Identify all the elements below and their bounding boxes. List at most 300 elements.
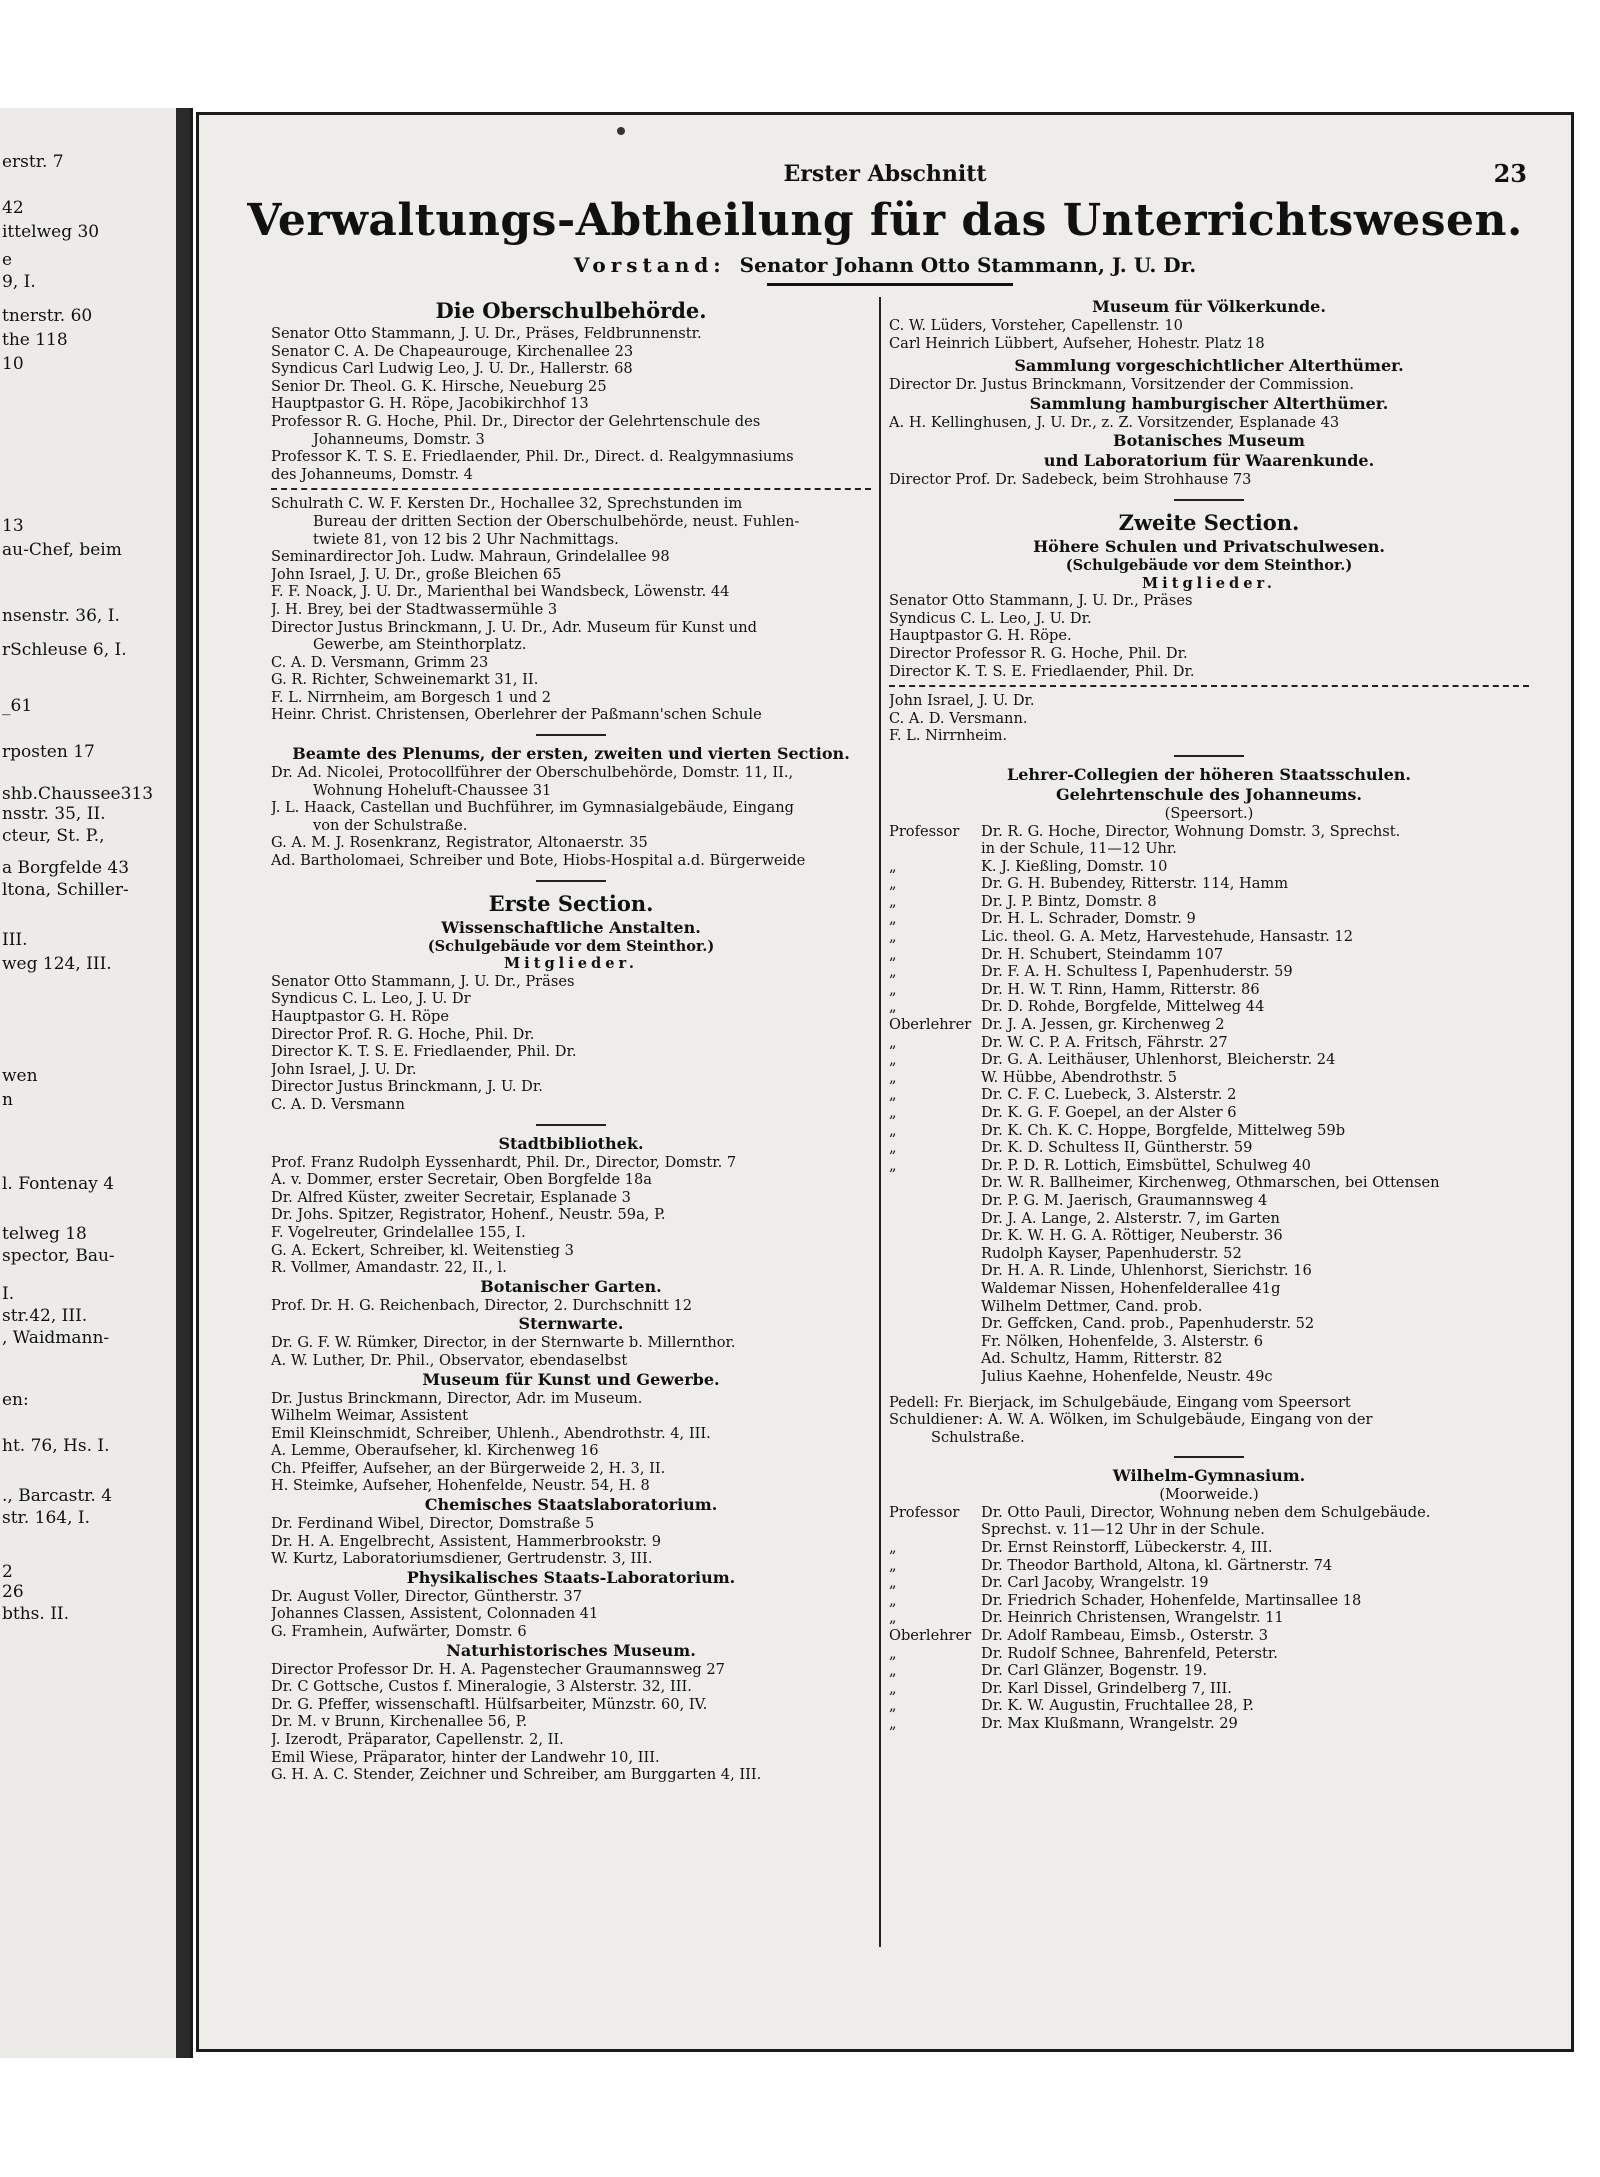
staff-entry: Dr. H. A. R. Linde, Uhlenhorst, Sierichstr. 16	[981, 1262, 1312, 1280]
entry-line: J. Izerodt, Präparator, Capellenstr. 2, II.	[271, 1731, 564, 1748]
subheading-speersort: (Speersort.)	[1164, 804, 1254, 822]
entry-line: Dr. G. F. W. Rümker, Director, in der Sternwarte b. Millernthor.	[271, 1334, 736, 1352]
botan-list	[271, 1297, 871, 1315]
staff-row	[889, 1245, 1529, 1263]
staff-entry: Dr. Geffcken, Cand. prob., Papenhuderstr. 52	[981, 1315, 1315, 1333]
previous-page-fragment: e	[2, 250, 13, 270]
beamte-list	[271, 764, 871, 870]
entry-line: Director Dr. Justus Brinckmann, Vorsitzender der Commission.	[889, 376, 1354, 394]
staff-rank: „	[889, 1697, 897, 1715]
ink-speck	[617, 127, 625, 135]
staff-entry: Dr. H. L. Schrader, Domstr. 9	[981, 910, 1196, 928]
heading-vorgeschichtlich: Sammlung vorgeschichtlicher Alterthümer.	[1014, 356, 1404, 376]
page-gutter	[176, 108, 190, 2058]
entry-line: A. v. Dommer, erster Secretair, Oben Borgfelde 18a	[271, 1171, 652, 1189]
previous-page-fragment: en:	[2, 1390, 29, 1410]
entry-line: Syndicus C. L. Leo, J. U. Dr	[271, 990, 471, 1008]
botmus-list	[889, 471, 1529, 489]
staff-entry: Waldemar Nissen, Hohenfelderallee 41g	[981, 1279, 1281, 1297]
staff-entry: Dr. K. W. Augustin, Fruchtallee 28, P.	[981, 1697, 1254, 1715]
stadtbib-list	[271, 1154, 871, 1277]
staff-rank: „	[889, 910, 897, 928]
staff-row	[889, 1504, 1529, 1522]
staff-rank: „	[889, 998, 897, 1016]
heading-sternwarte: Sternwarte.	[518, 1314, 624, 1334]
staff-entry: Rudolph Kayser, Papenhuderstr. 52	[981, 1244, 1242, 1262]
entry-line: Prof. Franz Rudolph Eyssenhardt, Phil. Dr., Director, Domstr. 7	[271, 1153, 737, 1171]
staff-entry: Dr. Friedrich Schader, Hohenfelde, Martinsallee 18	[981, 1591, 1362, 1609]
staff-row	[889, 1557, 1529, 1575]
entry-line: G. H. A. C. Stender, Zeichner und Schreiber, am Burggarten 4, III.	[271, 1766, 762, 1784]
staff-rank: „	[889, 1121, 897, 1139]
oberschul-list	[271, 325, 871, 483]
erste-members-list	[271, 973, 871, 1114]
entry-line: F. L. Nirrnheim, am Borgesch 1 und 2	[271, 688, 552, 706]
entry-line: Schuldiener: A. W. A. Wölken, im Schulgebäude, Eingang von der	[889, 1411, 1373, 1429]
entry-line: H. Steimke, Aufseher, Hohenfelde, Neustr. 54, H. 8	[271, 1477, 650, 1495]
entry-line: Hauptpastor G. H. Röpe.	[889, 627, 1072, 645]
document-page	[196, 112, 1574, 2052]
staff-rank: Oberlehrer	[889, 1016, 972, 1034]
staff-entry: Dr. W. R. Ballheimer, Kirchenweg, Othmarschen, bei Ottensen	[981, 1174, 1440, 1192]
staff-entry: Dr. W. C. P. A. Fritsch, Fährstr. 27	[981, 1033, 1228, 1051]
staff-rank: Professor	[889, 1503, 960, 1521]
staff-rank: „	[889, 1556, 897, 1574]
entry-line: Johanneums, Domstr. 3	[313, 430, 485, 448]
staff-row	[889, 1333, 1529, 1351]
entry-line: Director Professor R. G. Hoche, Phil. Dr.	[889, 644, 1188, 662]
entry-line: Pedell: Fr. Bierjack, im Schulgebäude, Eingang vom Speersort	[889, 1393, 1351, 1411]
staff-rank	[889, 1262, 981, 1280]
entry-line: Syndicus Carl Ludwig Leo, J. U. Dr., Hallerstr. 68	[271, 360, 633, 378]
staff-row	[889, 1315, 1529, 1333]
heading-zweite-section: Zweite Section.	[1118, 509, 1300, 535]
staff-rank	[889, 1350, 981, 1368]
section-rule	[1174, 755, 1244, 757]
heading-wilhelm-gymnasium: Wilhelm-Gymnasium.	[1112, 1466, 1306, 1486]
entry-line: Johannes Classen, Assistent, Colonnaden 41	[271, 1605, 599, 1623]
staff-entry: Dr. Carl Jacoby, Wrangelstr. 19	[981, 1574, 1209, 1592]
staff-entry: Fr. Nölken, Hohenfelde, 3. Alsterstr. 6	[981, 1332, 1264, 1350]
stern-list	[271, 1334, 871, 1369]
staff-entry: Dr. P. G. M. Jaerisch, Graumannsweg 4	[981, 1191, 1268, 1209]
previous-page-fragment: spector, Bau-	[2, 1246, 115, 1266]
staff-rank	[889, 1174, 981, 1192]
right-column	[889, 297, 1529, 1733]
entry-line: A. H. Kellinghusen, J. U. Dr., z. Z. Vorsitzender, Esplanade 43	[889, 413, 1340, 431]
entry-line: Hauptpastor G. H. Röpe, Jacobikirchhof 13	[271, 395, 589, 413]
staff-rank: „	[889, 1609, 897, 1627]
entry-line: C. A. D. Versmann.	[889, 709, 1028, 727]
staff-rank	[889, 1368, 981, 1386]
section-rule	[536, 1124, 606, 1126]
previous-page-fragment: str.42, III.	[2, 1306, 88, 1326]
staff-row	[889, 840, 1529, 858]
entry-line: Director Prof. Dr. Sadebeck, beim Strohhause 73	[889, 471, 1252, 489]
heading-botanisches-museum: Botanisches Museum	[1113, 431, 1305, 451]
entry-line: Dr. G. Pfeffer, wissenschaftl. Hülfsarbeiter, Münzstr. 60, IV.	[271, 1695, 708, 1713]
previous-page-fragment: shb.Chaussee313	[2, 784, 154, 804]
entry-line: Dr. Alfred Küster, zweiter Secretair, Esplanade 3	[271, 1188, 631, 1206]
entry-line: Senator Otto Stammann, J. U. Dr., Präses	[889, 592, 1193, 610]
staff-row	[889, 1662, 1529, 1680]
staff-row	[889, 1368, 1529, 1386]
staff-rank: „	[889, 928, 897, 946]
staff-rank	[889, 1315, 981, 1333]
heading-waarenkunde: und Laboratorium für Waarenkunde.	[1043, 451, 1375, 471]
staff-entry: Sprechst. v. 11—12 Uhr in der Schule.	[981, 1521, 1265, 1539]
entry-line: Senator C. A. De Chapeaurouge, Kirchenallee 23	[271, 342, 634, 360]
staff-row	[889, 1086, 1529, 1104]
vorstand-line	[199, 253, 1571, 277]
entry-line: C. W. Lüders, Vorsteher, Capellenstr. 10	[889, 317, 1183, 334]
entry-line: John Israel, J. U. Dr.	[271, 1060, 417, 1078]
previous-page-fragment: tnerstr. 60	[2, 306, 93, 326]
staff-rank: „	[889, 1662, 897, 1680]
entry-line: des Johanneums, Domstr. 4	[271, 465, 473, 483]
entry-line: A. Lemme, Oberaufseher, kl. Kirchenweg 16	[271, 1442, 599, 1460]
entry-line: R. Vollmer, Amandastr. 22, II., l.	[271, 1259, 507, 1277]
staff-row	[889, 1227, 1529, 1245]
staff-entry: Dr. Ernst Reinstorff, Lübeckerstr. 4, III.	[981, 1539, 1273, 1557]
left-column	[271, 297, 871, 1784]
natur-list	[271, 1661, 871, 1784]
staff-entry: Dr. K. Ch. K. C. Hoppe, Borgfelde, Mittelweg 59b	[981, 1121, 1346, 1139]
previous-page-fragment: III.	[2, 930, 28, 950]
staff-rank	[889, 1521, 981, 1539]
previous-page-fragment: ltona, Schiller-	[2, 880, 129, 900]
entry-line: Bureau der dritten Section der Oberschulbehörde, neust. Fuhlen-	[313, 512, 800, 530]
entry-line: Dr. August Voller, Director, Güntherstr. 37	[271, 1587, 582, 1605]
staff-entry: Dr. H. W. T. Rinn, Hamm, Ritterstr. 86	[981, 980, 1260, 998]
dashed-divider	[271, 488, 871, 490]
wilhelm-staff	[889, 1504, 1529, 1733]
staff-rank: „	[889, 980, 897, 998]
staff-rank	[889, 840, 981, 858]
staff-row	[889, 1697, 1529, 1715]
staff-rank: „	[889, 1139, 897, 1157]
previous-page-fragment: , Waidmann-	[2, 1328, 110, 1348]
entry-line: C. A. D. Versmann	[271, 1095, 405, 1113]
entry-line: Professor R. G. Hoche, Phil. Dr., Director der Gelehrtenschule des	[271, 412, 761, 430]
entry-line: John Israel, J. U. Dr.	[889, 692, 1035, 710]
staff-row	[889, 1104, 1529, 1122]
staff-row	[889, 1609, 1529, 1627]
staff-entry: Dr. Carl Glänzer, Bogenstr. 19.	[981, 1662, 1208, 1680]
staff-entry: Julius Kaehne, Hohenfelde, Neustr. 49c	[981, 1367, 1273, 1385]
vorstand-label: Vorstand:	[573, 253, 726, 277]
staff-row	[889, 1122, 1529, 1140]
staff-row	[889, 1016, 1529, 1034]
heading-physikalisches-labor: Physikalisches Staats-Laboratorium.	[406, 1567, 736, 1587]
staff-entry: Dr. C. F. C. Luebeck, 3. Alsterstr. 2	[981, 1086, 1237, 1104]
entry-line: von der Schulstraße.	[313, 816, 468, 834]
staff-entry: Ad. Schultz, Hamm, Ritterstr. 82	[981, 1350, 1223, 1368]
zweite-members-list	[889, 592, 1529, 680]
section-rule	[1174, 1456, 1244, 1458]
staff-row	[889, 858, 1529, 876]
entry-line: Schulrath C. W. F. Kersten Dr., Hochallee 32, Sprechstunden im	[271, 495, 743, 513]
pedell-list	[889, 1394, 1529, 1447]
subheading-schulgebaeude: (Schulgebäude vor dem Steinthor.)	[427, 937, 715, 955]
entry-line: Dr. Ferdinand Wibel, Director, Domstraße 5	[271, 1515, 595, 1533]
staff-row	[889, 1521, 1529, 1539]
column-separator	[879, 297, 881, 1947]
entry-line: Heinr. Christ. Christensen, Oberlehrer der Paßmann'schen Schule	[271, 706, 762, 724]
staff-entry: Dr. D. Rohde, Borgfelde, Mittelweg 44	[981, 998, 1265, 1016]
entry-line: Seminardirector Joh. Ludw. Mahraun, Grindelallee 98	[271, 548, 670, 566]
staff-row	[889, 1298, 1529, 1316]
staff-row	[889, 1157, 1529, 1175]
heading-wissenschaftliche-anstalten: Wissenschaftliche Anstalten.	[441, 917, 701, 937]
staff-entry: Dr. Adolf Rambeau, Eimsb., Osterstr. 3	[981, 1627, 1269, 1645]
staff-entry: Dr. K. D. Schultess II, Güntherstr. 59	[981, 1139, 1253, 1157]
previous-page-fragment: n	[2, 1090, 13, 1110]
dashed-divider	[889, 685, 1529, 687]
staff-entry: Dr. H. Schubert, Steindamm 107	[981, 945, 1224, 963]
vorstand-name: Senator Johann Otto Stammann, J. U. Dr.	[739, 253, 1197, 277]
entry-line: J. L. Haack, Castellan und Buchführer, im Gymnasialgebäude, Eingang	[271, 799, 794, 817]
previous-page-fragment: I.	[2, 1284, 15, 1304]
staff-row	[889, 875, 1529, 893]
heading-beamte: Beamte des Plenums, der ersten, zweiten und vierten Section.	[292, 744, 850, 764]
entry-line: Wohnung Hoheluft-Chaussee 31	[313, 781, 552, 799]
staff-entry: Dr. Heinrich Christensen, Wrangelstr. 11	[981, 1609, 1284, 1627]
staff-entry: W. Hübbe, Abendrothstr. 5	[981, 1068, 1178, 1086]
staff-rank: „	[889, 1051, 897, 1069]
entry-line: Dr. H. A. Engelbrecht, Assistent, Hammerbrookstr. 9	[271, 1532, 661, 1550]
entry-line: Dr. M. v Brunn, Kirchenallee 56, P.	[271, 1713, 528, 1731]
entry-line: Senator Otto Stammann, J. U. Dr., Präses	[271, 972, 575, 990]
heading-hoehere-schulen: Höhere Schulen und Privatschulwesen.	[1033, 536, 1385, 556]
staff-rank	[889, 1227, 981, 1245]
staff-row	[889, 981, 1529, 999]
staff-rank: „	[889, 1033, 897, 1051]
section-rule	[536, 734, 606, 736]
entry-line: Senior Dr. Theol. G. K. Hirsche, Neueburg 25	[271, 377, 607, 395]
staff-entry: Dr. Theodor Barthold, Altona, kl. Gärtnerstr. 74	[981, 1556, 1333, 1574]
staff-rank: „	[889, 1574, 897, 1592]
zweite-members-list-2	[889, 692, 1529, 745]
phys-list	[271, 1588, 871, 1641]
staff-rank	[889, 1333, 981, 1351]
previous-page-fragment: rSchleuse 6, I.	[2, 640, 127, 660]
heading-johanneum: Gelehrtenschule des Johanneums.	[1056, 784, 1362, 804]
previous-page-fragment: a Borgfelde 43	[2, 858, 130, 878]
heading-erste-section: Erste Section.	[488, 890, 654, 916]
entry-line: Director K. T. S. E. Friedlaender, Phil. Dr.	[889, 662, 1195, 680]
entry-line: Director Justus Brinckmann, J. U. Dr., Adr. Museum für Kunst und	[271, 618, 757, 636]
museum-list	[271, 1390, 871, 1496]
previous-page-fragment: the 118	[2, 330, 68, 350]
entry-line: Syndicus C. L. Leo, J. U. Dr.	[889, 609, 1092, 627]
entry-line: twiete 81, von 12 bis 2 Uhr Nachmittags.	[313, 530, 619, 548]
staff-entry: Dr. F. A. H. Schultess I, Papenhuderstr. 59	[981, 963, 1293, 981]
staff-row	[889, 1592, 1529, 1610]
staff-row	[889, 1210, 1529, 1228]
entry-line: Professor K. T. S. E. Friedlaender, Phil. Dr., Direct. d. Realgymnasiums	[271, 448, 794, 466]
staff-rank: „	[889, 1539, 897, 1557]
previous-page-fragment: _61	[2, 696, 33, 716]
staff-rank: „	[889, 1156, 897, 1174]
entry-line: Wilhelm Weimar, Assistent	[271, 1407, 469, 1425]
staff-row	[889, 1051, 1529, 1069]
staff-row	[889, 1715, 1529, 1733]
staff-rank	[889, 1245, 981, 1263]
page-title: Verwaltungs-Abtheilung für das Unterrichtswesen.	[247, 195, 1523, 246]
entry-line: Director K. T. S. E. Friedlaender, Phil. Dr.	[271, 1043, 577, 1061]
staff-row	[889, 998, 1529, 1016]
running-header: Erster Abschnitt	[783, 161, 987, 187]
staff-rank: „	[889, 1068, 897, 1086]
staff-entry: Dr. Rudolf Schnee, Bahrenfeld, Peterstr.	[981, 1644, 1278, 1662]
staff-row	[889, 1645, 1529, 1663]
staff-entry: Dr. J. A. Jessen, gr. Kirchenweg 2	[981, 1016, 1225, 1034]
staff-entry: Dr. K. G. F. Goepel, an der Alster 6	[981, 1104, 1237, 1121]
heading-museum-kunst-gewerbe: Museum für Kunst und Gewerbe.	[422, 1369, 720, 1389]
volk-list	[889, 317, 1529, 352]
staff-row	[889, 1262, 1529, 1280]
page-number: 23	[1493, 159, 1527, 188]
previous-page-fragment: 42	[2, 198, 24, 218]
entry-line: Emil Kleinschmidt, Schreiber, Uhlenh., Abendrothstr. 4, III.	[271, 1424, 711, 1442]
chem-list	[271, 1515, 871, 1568]
staff-rank: „	[889, 963, 897, 981]
staff-rank: Oberlehrer	[889, 1627, 972, 1645]
entry-line: W. Kurtz, Laboratoriumsdiener, Gertrudenstr. 3, III.	[271, 1550, 653, 1568]
previous-page-fragment: 26	[2, 1582, 24, 1602]
staff-row	[889, 1192, 1529, 1210]
staff-entry: Lic. theol. G. A. Metz, Harvestehude, Hansastr. 12	[981, 928, 1354, 946]
mitglieder-label: Mitglieder.	[504, 955, 638, 973]
subheading-schulgebaeude-2: (Schulgebäude vor dem Steinthor.)	[1065, 556, 1353, 574]
staff-row	[889, 1280, 1529, 1298]
entry-line: Dr. Justus Brinckmann, Director, Adr. im Museum.	[271, 1389, 643, 1407]
staff-entry: Dr. J. P. Bintz, Domstr. 8	[981, 892, 1157, 910]
previous-page-fragment: nsstr. 35, II.	[2, 804, 106, 824]
previous-page-fragment: bths. II.	[2, 1604, 70, 1624]
entry-line: G. Framhein, Aufwärter, Domstr. 6	[271, 1623, 527, 1641]
staff-row	[889, 1139, 1529, 1157]
staff-entry: Dr. P. D. R. Lottich, Eimsbüttel, Schulweg 40	[981, 1156, 1311, 1174]
staff-row	[889, 823, 1529, 841]
entry-line: G. R. Richter, Schweinemarkt 31, II.	[271, 671, 539, 689]
previous-page-fragment: l. Fontenay 4	[2, 1174, 115, 1194]
previous-page-fragment: ., Barcastr. 4	[2, 1486, 113, 1506]
staff-row	[889, 1069, 1529, 1087]
staff-entry: Dr. R. G. Hoche, Director, Wohnung Domstr. 3, Sprechst.	[981, 822, 1401, 840]
previous-page-fragment: au-Chef, beim	[2, 540, 122, 560]
previous-page-fragment: cteur, St. P.,	[2, 826, 105, 846]
entry-line: Gewerbe, am Steinthorplatz.	[313, 636, 527, 654]
staff-rank: Professor	[889, 822, 960, 840]
staff-rank: „	[889, 945, 897, 963]
entry-line: Ch. Pfeiffer, Aufseher, an der Bürgerweide 2, H. 3, II.	[271, 1459, 666, 1477]
heading-oberschulbehoerde: Die Oberschulbehörde.	[435, 298, 707, 323]
previous-page-fragment: ittelweg 30	[2, 222, 100, 242]
previous-page-fragment: weg 124, III.	[2, 954, 112, 974]
entry-line: Dr. Johs. Spitzer, Registrator, Hohenf., Neustr. 59a, P.	[271, 1206, 666, 1224]
entry-line: Ad. Bartholomaei, Schreiber und Bote, Hiobs-Hospital a.d. Bürgerweide	[271, 852, 806, 870]
heading-stadtbibliothek: Stadtbibliothek.	[498, 1133, 644, 1153]
staff-row	[889, 1680, 1529, 1698]
previous-page-strip	[0, 108, 193, 2058]
oberschul-list-2	[271, 495, 871, 724]
entry-line: Emil Wiese, Präparator, hinter der Landwehr 10, III.	[271, 1748, 660, 1766]
staff-rank	[889, 1298, 981, 1316]
section-rule	[1174, 499, 1244, 501]
previous-page-fragment: 13	[2, 516, 24, 536]
staff-entry: Dr. G. H. Bubendey, Ritterstr. 114, Hamm	[981, 875, 1289, 893]
staff-row	[889, 1350, 1529, 1368]
heading-lehrer-collegien: Lehrer-Collegien der höheren Staatsschulen.	[1007, 764, 1411, 784]
staff-entry: Dr. Max Klußmann, Wrangelstr. 29	[981, 1715, 1238, 1732]
staff-entry: in der Schule, 11—12 Uhr.	[981, 840, 1177, 858]
staff-row	[889, 963, 1529, 981]
hamb-list	[889, 414, 1529, 432]
staff-row	[889, 893, 1529, 911]
staff-rank: „	[889, 1086, 897, 1104]
staff-entry: Dr. K. W. H. G. A. Röttiger, Neuberstr. 36	[981, 1227, 1283, 1245]
staff-rank: „	[889, 1591, 897, 1609]
staff-row	[889, 946, 1529, 964]
staff-entry: K. J. Kießling, Domstr. 10	[981, 857, 1168, 875]
title-rule	[767, 283, 1013, 286]
staff-row	[889, 1627, 1529, 1645]
heading-voelkerkunde: Museum für Völkerkunde.	[1092, 297, 1326, 316]
mitglieder-label-2: Mitglieder.	[1142, 574, 1276, 592]
entry-line: A. W. Luther, Dr. Phil., Observator, ebendaselbst	[271, 1351, 628, 1369]
entry-line: F. Vogelreuter, Grindelallee 155, I.	[271, 1223, 526, 1241]
previous-page-fragment: nsenstr. 36, I.	[2, 606, 120, 626]
entry-line: C. A. D. Versmann, Grimm 23	[271, 653, 489, 671]
staff-rank: „	[889, 857, 897, 875]
entry-line: G. A. M. J. Rosenkranz, Registrator, Altonaerstr. 35	[271, 834, 648, 852]
staff-entry: Dr. Otto Pauli, Director, Wohnung neben dem Schulgebäude.	[981, 1503, 1431, 1521]
staff-rank: „	[889, 1104, 897, 1121]
staff-entry: Dr. J. A. Lange, 2. Alsterstr. 7, im Garten	[981, 1209, 1280, 1227]
entry-line: F. F. Noack, J. U. Dr., Marienthal bei Wandsbeck, Löwenstr. 44	[271, 583, 730, 601]
staff-row	[889, 910, 1529, 928]
staff-rank	[889, 1210, 981, 1228]
previous-page-fragment: wen	[2, 1066, 38, 1086]
entry-line: John Israel, J. U. Dr., große Bleichen 65	[271, 565, 562, 583]
entry-line: Schulstraße.	[931, 1428, 1025, 1446]
heading-hamburgisch: Sammlung hamburgischer Alterthümer.	[1029, 393, 1389, 413]
entry-line: J. H. Brey, bei der Stadtwassermühle 3	[271, 600, 558, 618]
staff-rank: „	[889, 1715, 897, 1732]
staff-rank: „	[889, 1644, 897, 1662]
staff-row	[889, 1574, 1529, 1592]
heading-naturhistorisches-museum: Naturhistorisches Museum.	[446, 1640, 696, 1660]
staff-rank: „	[889, 892, 897, 910]
previous-page-fragment: telweg 18	[2, 1224, 87, 1244]
entry-line: Director Prof. R. G. Hoche, Phil. Dr.	[271, 1025, 535, 1043]
staff-rank	[889, 1280, 981, 1298]
staff-rank	[889, 1192, 981, 1210]
previous-page-fragment: str. 164, I.	[2, 1508, 90, 1528]
previous-page-fragment: ht. 76, Hs. I.	[2, 1436, 110, 1456]
staff-row	[889, 928, 1529, 946]
johanneum-staff	[889, 823, 1529, 1386]
entry-line: Director Justus Brinckmann, J. U. Dr.	[271, 1078, 543, 1096]
previous-page-fragment: erstr. 7	[2, 152, 64, 172]
staff-entry: Dr. G. A. Leithäuser, Uhlenhorst, Bleicherstr. 24	[981, 1051, 1336, 1069]
staff-rank: „	[889, 875, 897, 893]
entry-line: F. L. Nirrnheim.	[889, 727, 1008, 745]
previous-page-fragment: 9, I.	[2, 272, 36, 292]
entry-line: Dr. Ad. Nicolei, Protocollführer der Oberschulbehörde, Domstr. 11, II.,	[271, 764, 794, 782]
